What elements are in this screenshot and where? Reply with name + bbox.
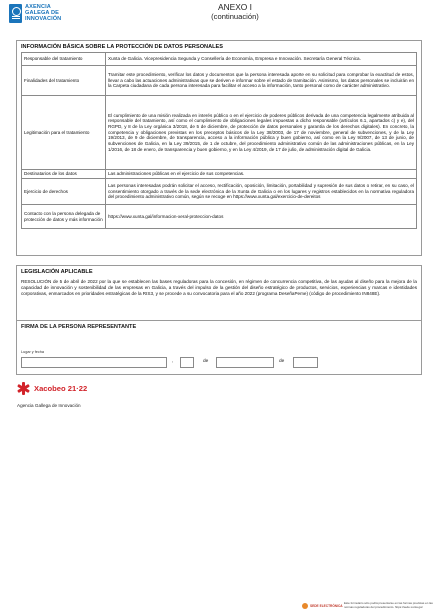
table-row: [22, 66, 417, 96]
row-label: Legitimación para el tratamiento: [22, 96, 106, 170]
place-date-label: Lugar y fecha: [21, 350, 45, 354]
legislation-section: [16, 265, 422, 321]
page-header: [0, 0, 439, 30]
table-row: [22, 170, 417, 179]
row-label: Destinatarios de los datos: [22, 170, 106, 179]
day-field[interactable]: [180, 357, 194, 368]
xacobeo-text: Xacobeo 21·22: [34, 384, 88, 393]
row-label: Contacto con la persona delegada de protección de datos y más información: [22, 205, 106, 229]
de-label: de: [279, 359, 285, 364]
xacobeo-logo: [17, 382, 87, 395]
sede-icon: [302, 603, 308, 609]
agency-logo: [9, 4, 61, 23]
legislation-text: RESOLUCIÓN de 5 de abril de 2022 por la que se establecen las bases reguladoras para la concesión, en régimen de concurrencia competitiva, de las ayudas al diseño para la mejora de la capacidad de innovación y sostenibilidad de las empresas en Galicia, a través del impulso de la gestión del diseño estratégico de productos, servicios, experiencias y marcas e identidades corporativas, enmarcados en prioridades estratégicas de la RIS3, y se procede a su convocatoria para el año 2022 (programa DeseñaPeme) (código de procedimiento IN848E).: [21, 279, 417, 297]
legislation-heading: LEGISLACIÓN APLICABLE: [21, 269, 93, 275]
agency-name: Agencia Gallega de Innovación: [17, 403, 81, 408]
annex-subtitle: (continuación): [211, 12, 259, 21]
place-field[interactable]: [21, 357, 167, 368]
table-row: [22, 179, 417, 205]
data-protection-table: [21, 52, 417, 229]
row-label: Finalidades del tratamiento: [22, 66, 106, 96]
data-protection-section: [16, 40, 422, 256]
signature-heading: FIRMA DE LA PERSONA REPRESENTANTE: [21, 324, 137, 330]
row-value: Las administraciones públicas en el ejercicio de sus competencias.: [106, 170, 417, 179]
annex-title: ANEXO I: [218, 2, 252, 12]
sede-logo: [302, 603, 343, 609]
signature-section: [16, 320, 422, 375]
sede-label: SEDE ELECTRÓNICA: [310, 604, 343, 608]
row-value: El cumplimiento de una misión realizada en interés público o en el ejercicio de poderes públicos derivada de una competencia legalmente atribuida al responsable del tratamiento, así como el cumplimiento de obligaciones legales impuestas a dicho responsable (artículos 6.1, apartados c) y e), del RGPD, y 8 de la Ley orgánica 3/2018, de 5 de diciembre, de protección de datos personales y garantía de los derechos digitales). En concreto, la competencia y obligaciones previstas en los preceptos básicos de la Ley 38/2003, de 17 de noviembre, general de subvenciones, y de la Ley 19/2013, de 9 de diciembre, de transparencia, acceso a la información pública y buen gobierno, así como en la Ley 9/2007, de 13 de junio, de subvenciones de Galicia, en la Ley 39/2015, de 1 de octubre, del procedimiento administrativo común de las administraciones públicas, en la Ley 1/2016, de 18 de enero, de transparencia y buen gobierno, y en la Ley 4/2019, de 17 de julio, de administración digital de Galicia.: [106, 96, 417, 170]
title-block: [195, 2, 275, 21]
row-label: Ejercicio de derechos: [22, 179, 106, 205]
row-value: Xunta de Galicia. Vicepresidencia Segunda y Consellería de Economía, Empresa e Innovación. Secretaría General Técnica.: [106, 53, 417, 66]
month-field[interactable]: [216, 357, 274, 368]
comma-separator: ,: [172, 359, 174, 364]
table-row: [22, 53, 417, 66]
de-label: de: [203, 359, 209, 364]
year-field[interactable]: [293, 357, 318, 368]
row-value: Las personas interesadas podrán solicitar el acceso, rectificación, oposición, limitación, portabilidad y supresión de sus datos o retirar, en su caso, el consentimiento otorgado a través de la sede electrónica de la Xunta de Galicia o en los lugares y registros establecidos en la normativa reguladora del procedimiento administrativo común, según se recoge en https://www.xunta.gal/exercicio-de-dereitos: [106, 179, 417, 205]
footer-note: Este formulario sólo podrá presentarse en las formas previstas en las normas reguladoras del procedimiento. https://sede.xunta.gal: [344, 601, 433, 609]
xunta-logo-icon: [9, 4, 22, 23]
row-label: Responsable del tratamiento: [22, 53, 106, 66]
row-value: Tramitar este procedimiento, verificar los datos y documentos que la persona interesada aporte en su solicitud para comprobar la exactitud de estos, llevar a cabo las actuaciones administrativas que se deriven e informar sobre el estado de tramitación. Asimismo, los datos personales se incluirán en la Carpeta ciudadana de cada persona interesada para facilitar el acceso a la información, tanto personal como de carácter administrativo.: [106, 66, 417, 96]
data-protection-heading: INFORMACIÓN BÁSICA SOBRE LA PROTECCIÓN DE DATOS PERSONALES: [21, 44, 224, 50]
logo-text: AXENCIA GALEGA DE INNOVACIÓN: [25, 4, 62, 23]
table-row: [22, 96, 417, 170]
table-row: [22, 205, 417, 229]
xacobeo-icon: [17, 382, 30, 395]
privacy-link[interactable]: https://www.xunta.gal/informacion-xeral-proteccion-datos: [106, 205, 417, 229]
